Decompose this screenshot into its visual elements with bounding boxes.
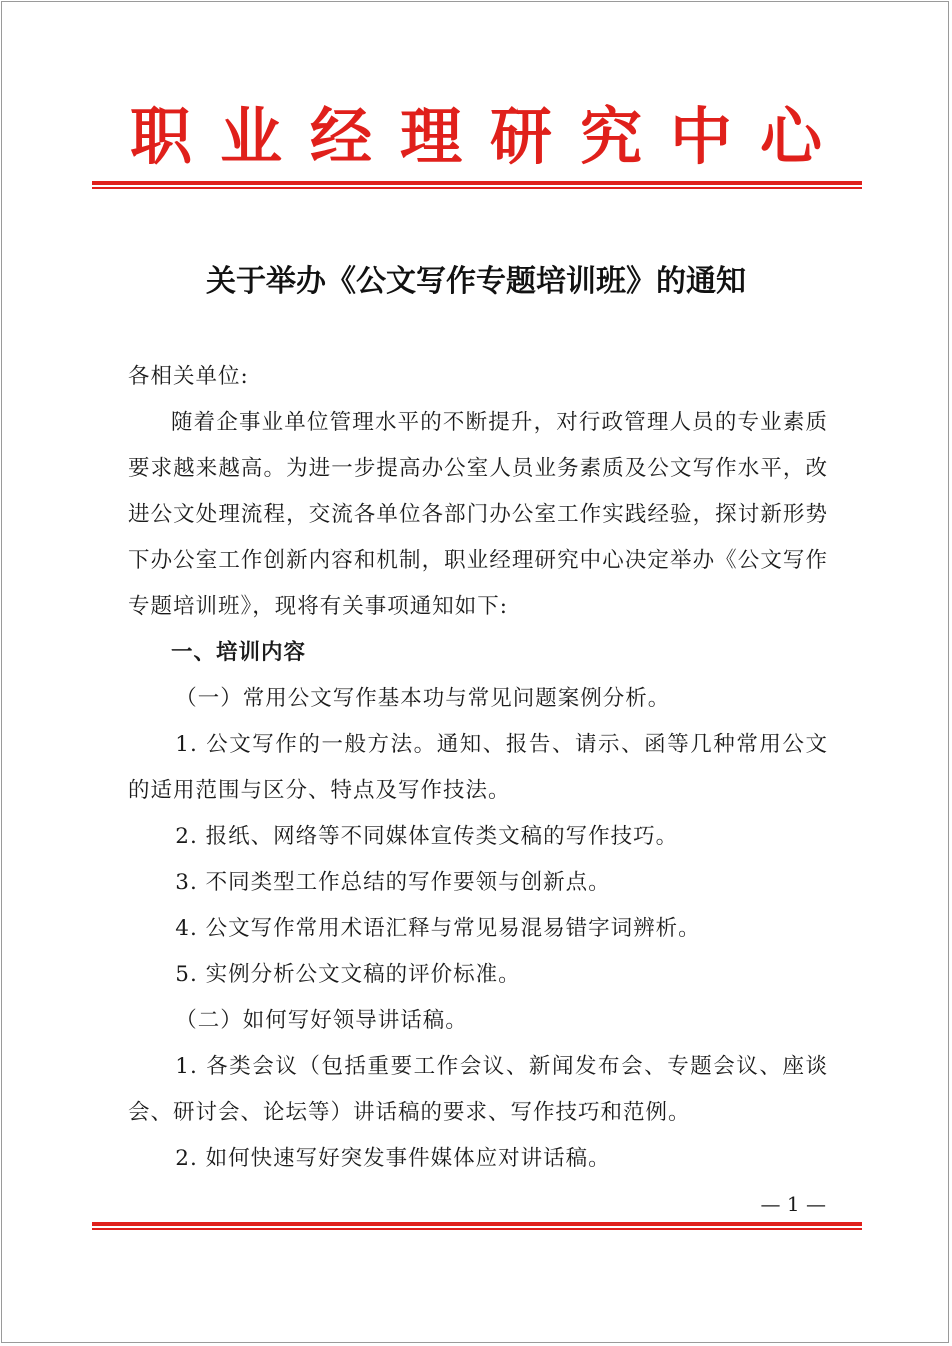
notice-body [128,354,828,1182]
page-number: — 1 — [760,1192,826,1216]
list-item: 3. 不同类型工作总结的写作要领与创新点。 [175,870,611,895]
header-red-rule [92,181,862,189]
list-item: 1. 公文写作的一般方法。通知、报告、请示、函等几种常用公文的适用范围与区分、特点及写作技法。 [128,732,828,803]
list-item: 5. 实例分析公文文稿的评价标准。 [175,962,521,987]
subsection-heading-speech-writing: （二）如何写好领导讲话稿。 [175,1008,468,1033]
notice-title: 关于举办《公文写作专题培训班》的通知 [206,264,746,299]
salutation: 各相关单位: [128,364,249,389]
intro-paragraph: 随着企事业单位管理水平的不断提升，对行政管理人员的专业素质要求越来越高。为进一步提高办公室人员业务素质及公文写作水平，改进公文处理流程，交流各单位各部门办公室工作实践经验，探讨新形势下办公室工作创新内容和机制，职业经理研究中心决定举办《公文写作专题培训班》，现将有关事项通知如下: [128,410,828,619]
footer-red-rule [92,1222,862,1230]
list-item: 2. 如何快速写好突发事件媒体应对讲话稿。 [175,1146,611,1171]
subsection-heading-common-writing: （一）常用公文写作基本功与常见问题案例分析。 [175,686,671,711]
organization-header: 职业经理研究中心 [129,100,850,173]
list-item: 2. 报纸、网络等不同媒体宣传类文稿的写作技巧。 [175,824,679,849]
list-item: 1. 各类会议（包括重要工作会议、新闻发布会、专题会议、座谈会、研讨会、论坛等）讲话稿的要求、写作技巧和范例。 [128,1054,828,1125]
list-item: 4. 公文写作常用术语汇释与常见易混易错字词辨析。 [175,916,701,941]
section-heading-training-content: 一、培训内容 [171,640,307,665]
